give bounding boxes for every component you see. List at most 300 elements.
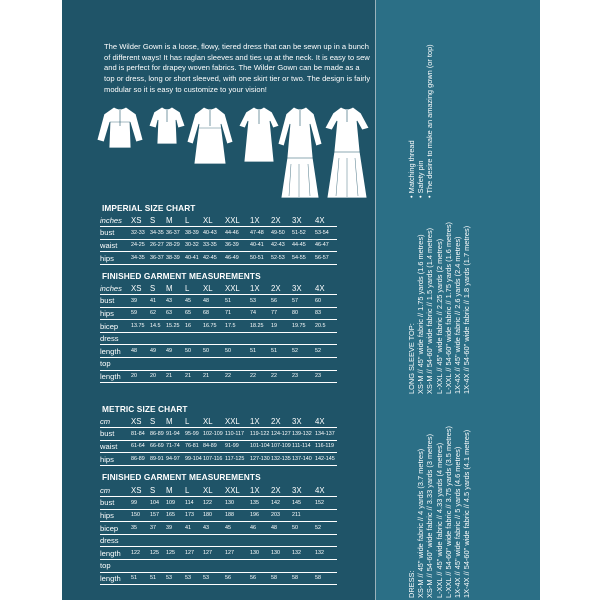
measurement-value: 53 [166,572,185,585]
measurement-value [203,358,225,371]
measurement-value: 74 [250,307,271,320]
yardage-line: L-XXL // 54-60" wide fabric // 3.75 yards (3.5 metres) [443,426,453,598]
measurement-value: 22 [225,370,250,383]
measurement-value: 28-29 [166,239,185,252]
measurement-row [100,345,337,358]
garment-illustration-long-sleeve-top [96,104,144,154]
measurement-value: 56 [250,572,271,585]
measurement-value: 47-48 [250,227,271,240]
size-header-cell: 4X [315,214,337,227]
measurement-value: 20 [150,370,166,383]
measurement-value: 76-81 [185,440,203,453]
unit-label: inches [100,282,131,295]
measurement-label: hips [100,509,131,522]
measurement-value [131,534,150,547]
measurement-value: 13.75 [131,320,150,333]
imperial-finished-measurements-title: FINISHED GARMENT MEASUREMENTS [102,271,261,281]
measurement-value: 107-116 [203,453,225,466]
size-header-cell: XL [203,214,225,227]
measurement-value [292,358,315,371]
size-header-cell: M [166,415,185,428]
size-header-cell: XS [131,484,150,497]
measurement-value: 91-94 [166,428,185,441]
yardage-line: XS-M // 45" wide fabric // 4 yards (3.7 metres) [416,448,426,598]
measurement-value: 66-69 [150,440,166,453]
metric-size-chart-title: METRIC SIZE CHART [102,404,188,414]
measurement-value: 62 [150,307,166,320]
measurement-value [131,358,150,371]
yardage-line: 1X-4X // 54-60" wide fabric // 1.8 yards (1.7 metres) [462,225,472,394]
yardage-line: XS-M // 54-60" wide fabric // 1.5 yards (1.4 metres) [425,227,435,394]
measurement-value: 150 [131,509,150,522]
measurement-value: 41 [150,295,166,308]
measurement-value: 35 [131,522,150,535]
long-sleeve-top-title: LONG SLEEVE TOP: [407,323,416,394]
measurement-label: bicep [100,522,131,535]
measurement-value [131,560,150,573]
measurement-value: 59 [131,307,150,320]
size-header-cell: 4X [315,415,337,428]
measurement-value: 49 [150,345,166,358]
measurement-value: 135 [250,497,271,510]
size-header-cell: XXL [225,282,250,295]
measurement-value: 34-35 [150,227,166,240]
measurement-value: 57 [292,295,315,308]
measurement-value: 180 [203,509,225,522]
measurement-row [100,307,337,320]
measurement-value [203,332,225,345]
size-header-cell: 2X [271,415,292,428]
measurement-value: 127 [203,547,225,560]
yardage-line: 1X-4X // 45" wide fabric // 5 yards (4.6 metres) [453,446,463,598]
measurement-row [100,440,337,453]
measurement-label: hips [100,252,131,265]
measurement-value: 125 [150,547,166,560]
measurement-value: 38-39 [166,252,185,265]
yardage-line: L-XXL // 54-60" wide fabric // 1.75 yards (1.6 metres) [443,222,453,394]
measurement-value: 44-46 [225,227,250,240]
garment-illustration-long-gown [277,104,323,200]
size-header-cell: L [185,282,203,295]
measurement-value: 86-89 [131,453,150,466]
measurement-value: 71 [225,307,250,320]
measurement-value: 71-74 [166,440,185,453]
measurement-value: 77 [271,307,292,320]
measurement-value [292,332,315,345]
measurement-value [150,534,166,547]
measurement-value: 48 [203,295,225,308]
measurement-value: 21 [203,370,225,383]
yardage-line: L-XXL // 45" wide fabric // 2.25 yards (2 metres) [434,238,444,394]
measurement-value [292,560,315,573]
measurement-value [166,534,185,547]
size-header-cell: XXL [225,415,250,428]
measurement-label: bust [100,428,131,441]
measurement-value [315,358,337,371]
measurement-value: 84-89 [203,440,225,453]
measurement-row [100,534,337,547]
measurement-value: 49-50 [271,227,292,240]
measurement-value: 56-57 [315,252,337,265]
measurement-value: 40-41 [185,252,203,265]
measurement-value: 22 [250,370,271,383]
measurement-value [315,332,337,345]
size-header-row [100,214,337,227]
measurement-value: 152 [315,497,337,510]
measurement-value: 142-145 [315,453,337,466]
measurement-value: 18.25 [250,320,271,333]
measurement-value [271,560,292,573]
notion-item: • The desire to make an amazing gown (or top) [425,44,435,198]
measurement-value: 124-127 [271,428,292,441]
size-header-cell: M [166,214,185,227]
measurement-value: 68 [203,307,225,320]
measurement-value [292,534,315,547]
size-header-cell: S [150,484,166,497]
measurement-value: 20 [131,370,150,383]
measurement-label: bust [100,227,131,240]
garment-illustration-short-sleeve-top [149,104,185,148]
yardage-line: 1X-4X // 45" wide fabric // 2.6 yards (2.4 metres) [453,236,463,394]
measurement-value: 111-114 [292,440,315,453]
measurement-value: 50 [292,522,315,535]
size-header-cell: XL [203,484,225,497]
measurement-value: 23 [292,370,315,383]
size-header-cell: XL [203,415,225,428]
notion-item: • Matching thread [407,140,416,198]
measurement-value: 104 [150,497,166,510]
measurement-value: 48 [131,345,150,358]
measurement-value: 109 [166,497,185,510]
size-header-cell: 2X [271,484,292,497]
measurement-value: 24-25 [131,239,150,252]
measurement-value: 52 [292,345,315,358]
measurement-value: 86-89 [150,428,166,441]
measurement-value: 42-45 [203,252,225,265]
measurement-value: 130 [225,497,250,510]
size-header-cell: XL [203,282,225,295]
measurement-row [100,572,337,585]
measurement-value [271,332,292,345]
measurement-label: length [100,547,131,560]
measurement-value: 38-39 [185,227,203,240]
measurement-value: 58 [292,572,315,585]
measurement-value: 196 [250,509,271,522]
measurement-value: 51 [250,345,271,358]
yardage-line: 1X-4X // 54-60" wide fabric // 4.5 yards (4.1 metres) [462,429,472,598]
measurement-value: 60 [315,295,337,308]
size-header-cell: M [166,282,185,295]
measurement-value: 94-97 [166,453,185,466]
size-header-cell: 3X [292,282,315,295]
size-header-cell: S [150,282,166,295]
size-header-row [100,282,337,295]
measurement-value: 53-54 [315,227,337,240]
measurement-value: 26-27 [150,239,166,252]
measurement-value: 41 [185,522,203,535]
measurement-value [185,534,203,547]
unit-label: cm [100,484,131,497]
measurement-value [271,358,292,371]
measurement-row [100,509,337,522]
size-header-cell: L [185,484,203,497]
notion-item: • Safety pin [416,160,426,198]
measurement-value: 110-117 [225,428,250,441]
measurement-value: 15.25 [166,320,185,333]
measurement-value: 83 [315,307,337,320]
measurement-value [185,332,203,345]
measurement-value: 80 [292,307,315,320]
measurement-value: 40-43 [203,227,225,240]
size-header-cell: 2X [271,214,292,227]
measurement-value [150,332,166,345]
measurement-value: 23 [315,370,337,383]
measurement-value: 99-104 [185,453,203,466]
measurement-value: 127-130 [250,453,271,466]
measurement-value: 99 [131,497,150,510]
garment-illustration-short-sleeve-dress [239,104,279,164]
measurement-value: 116-119 [315,440,337,453]
measurement-value [150,358,166,371]
metric-finished-measurements-title: FINISHED GARMENT MEASUREMENTS [102,472,261,482]
measurement-label: bust [100,295,131,308]
measurement-value: 43 [166,295,185,308]
measurement-value: 50 [203,345,225,358]
measurement-value: 51 [150,572,166,585]
size-header-cell: 4X [315,282,337,295]
size-header-cell: 1X [250,214,271,227]
measurement-value [166,358,185,371]
size-header-cell: XS [131,415,150,428]
measurement-value [225,358,250,371]
measurement-value: 50 [185,345,203,358]
measurement-value: 52 [315,522,337,535]
measurement-value: 203 [271,509,292,522]
measurement-value: 211 [292,509,315,522]
measurement-value: 65 [185,307,203,320]
garment-illustration-short-dress [186,104,234,166]
measurement-value [185,560,203,573]
measurement-value [250,358,271,371]
measurement-value: 54-55 [292,252,315,265]
measurement-value: 19.75 [292,320,315,333]
measurement-value: 36-37 [166,227,185,240]
measurement-value: 56 [271,295,292,308]
measurement-value: 134-137 [315,428,337,441]
measurement-row [100,428,337,441]
measurement-value: 81-84 [131,428,150,441]
size-header-cell: L [185,415,203,428]
measurement-value: 157 [150,509,166,522]
measurement-row [100,547,337,560]
measurement-value: 122 [131,547,150,560]
measurement-value: 50-51 [250,252,271,265]
measurement-value: 130 [271,547,292,560]
measurement-label: top [100,358,131,371]
measurement-value: 102-109 [203,428,225,441]
measurement-value: 45 [185,295,203,308]
measurement-value [131,332,150,345]
measurement-value: 95-99 [185,428,203,441]
measurement-value [150,560,166,573]
size-header-cell: 3X [292,484,315,497]
measurement-value: 37 [150,522,166,535]
measurement-value: 122 [203,497,225,510]
measurement-value: 53 [203,572,225,585]
metric-finished-measurements-table [100,484,337,585]
measurement-value: 36-37 [150,252,166,265]
size-header-cell: 1X [250,484,271,497]
measurement-value: 61-64 [131,440,150,453]
size-header-cell: XXL [225,484,250,497]
size-header-cell: S [150,214,166,227]
size-header-cell: S [150,415,166,428]
size-header-row [100,484,337,497]
dress-yardage [407,426,471,598]
measurement-row [100,497,337,510]
measurement-value: 14.5 [150,320,166,333]
measurement-row [100,358,337,371]
measurement-value: 19 [271,320,292,333]
intro-text: The Wilder Gown is a loose, flowy, tiered dress that can be sewn up in a bunch of different ways! It has raglan sleeves and ties up at the neck. It is easy to sew and is perfect for drapey woven fabrics. The Wilder Gown can be made as a top or dress, long or short sleeved, with one skirt tier or two. The design is fairly modular so it is easy to customize to your vision! [104,42,371,94]
imperial-size-chart-title: IMPERIAL SIZE CHART [102,203,196,213]
measurement-label: dress [100,332,131,345]
measurement-value: 145 [292,497,315,510]
measurement-row [100,252,337,265]
measurement-value: 53 [250,295,271,308]
unit-label: cm [100,415,131,428]
measurement-value: 21 [185,370,203,383]
measurement-value: 63 [166,307,185,320]
yardage-line: XS-M // 45" wide fabric // 1.75 yards (1.6 metres) [416,234,426,394]
measurement-value [185,358,203,371]
measurement-value: 139-132 [292,428,315,441]
measurement-value: 58 [271,572,292,585]
measurement-value: 33-35 [203,239,225,252]
measurement-row [100,560,337,573]
measurement-row [100,320,337,333]
measurement-value: 39 [166,522,185,535]
measurement-value: 40-41 [250,239,271,252]
unit-label: inches [100,214,131,227]
measurement-value: 36-39 [225,239,250,252]
size-header-cell: 3X [292,415,315,428]
long-sleeve-top-yardage [407,222,471,394]
measurement-value: 46-49 [225,252,250,265]
measurement-value: 20.5 [315,320,337,333]
yardage-line: XS-M // 54-60" wide fabric // 3.33 yards (3 metres) [425,433,435,598]
measurement-label: hips [100,453,131,466]
size-header-cell: XXL [225,214,250,227]
measurement-value: 30-32 [185,239,203,252]
metric-size-chart-table [100,415,337,466]
column-divider [375,0,376,600]
measurement-value: 16 [185,320,203,333]
measurement-value: 50 [225,345,250,358]
measurement-value: 137-140 [292,453,315,466]
measurement-label: waist [100,440,131,453]
measurement-value: 53 [185,572,203,585]
size-header-cell: XS [131,282,150,295]
measurement-value: 132 [292,547,315,560]
measurement-value [271,534,292,547]
measurement-value: 44-45 [292,239,315,252]
dress-title: DRESS: [407,570,416,598]
notions-list [407,44,435,198]
measurement-row [100,522,337,535]
measurement-value [250,332,271,345]
measurement-value [250,560,271,573]
measurement-label: length [100,572,131,585]
measurement-value: 34-35 [131,252,150,265]
measurement-value: 51 [271,345,292,358]
measurement-value: 39 [131,295,150,308]
measurement-value: 89-91 [150,453,166,466]
size-header-cell: 2X [271,282,292,295]
measurement-value: 51 [131,572,150,585]
measurement-value [315,509,337,522]
measurement-value [166,560,185,573]
measurement-value [166,332,185,345]
size-header-cell: 4X [315,484,337,497]
measurement-value: 43 [203,522,225,535]
measurement-value: 107-109 [271,440,292,453]
measurement-label: waist [100,239,131,252]
measurement-value: 165 [166,509,185,522]
measurement-label: bust [100,497,131,510]
imperial-size-chart-table [100,214,337,265]
measurement-value [203,534,225,547]
imperial-finished-measurements-table [100,282,337,383]
size-header-cell: L [185,214,203,227]
measurement-value: 49 [166,345,185,358]
measurement-value: 125 [166,547,185,560]
measurement-value: 16.75 [203,320,225,333]
measurement-row [100,239,337,252]
size-header-cell: 1X [250,282,271,295]
measurement-value: 46 [250,522,271,535]
measurement-value: 58 [315,572,337,585]
measurement-label: length [100,370,131,383]
measurement-value: 56 [225,572,250,585]
measurement-value: 132-135 [271,453,292,466]
measurement-value: 142 [271,497,292,510]
measurement-label: bicep [100,320,131,333]
measurement-value: 46-47 [315,239,337,252]
measurement-value: 130 [250,547,271,560]
measurement-label: length [100,345,131,358]
measurement-value: 101-104 [250,440,271,453]
size-header-cell: M [166,484,185,497]
measurement-value: 51 [225,295,250,308]
measurement-value: 32-33 [131,227,150,240]
measurement-value: 22 [271,370,292,383]
size-header-cell: 3X [292,214,315,227]
garment-illustration-tiered-gown [324,104,370,200]
size-header-row [100,415,337,428]
measurement-row [100,453,337,466]
measurement-value: 45 [225,522,250,535]
measurement-value: 117-125 [225,453,250,466]
measurement-value [225,332,250,345]
measurement-value: 17.5 [225,320,250,333]
measurement-value [225,560,250,573]
size-header-cell: 1X [250,415,271,428]
measurement-value: 48 [271,522,292,535]
measurement-row [100,370,337,383]
size-header-cell: XS [131,214,150,227]
yardage-line: L-XXL // 45" wide fabric // 4.33 yards (4 metres) [434,442,444,598]
